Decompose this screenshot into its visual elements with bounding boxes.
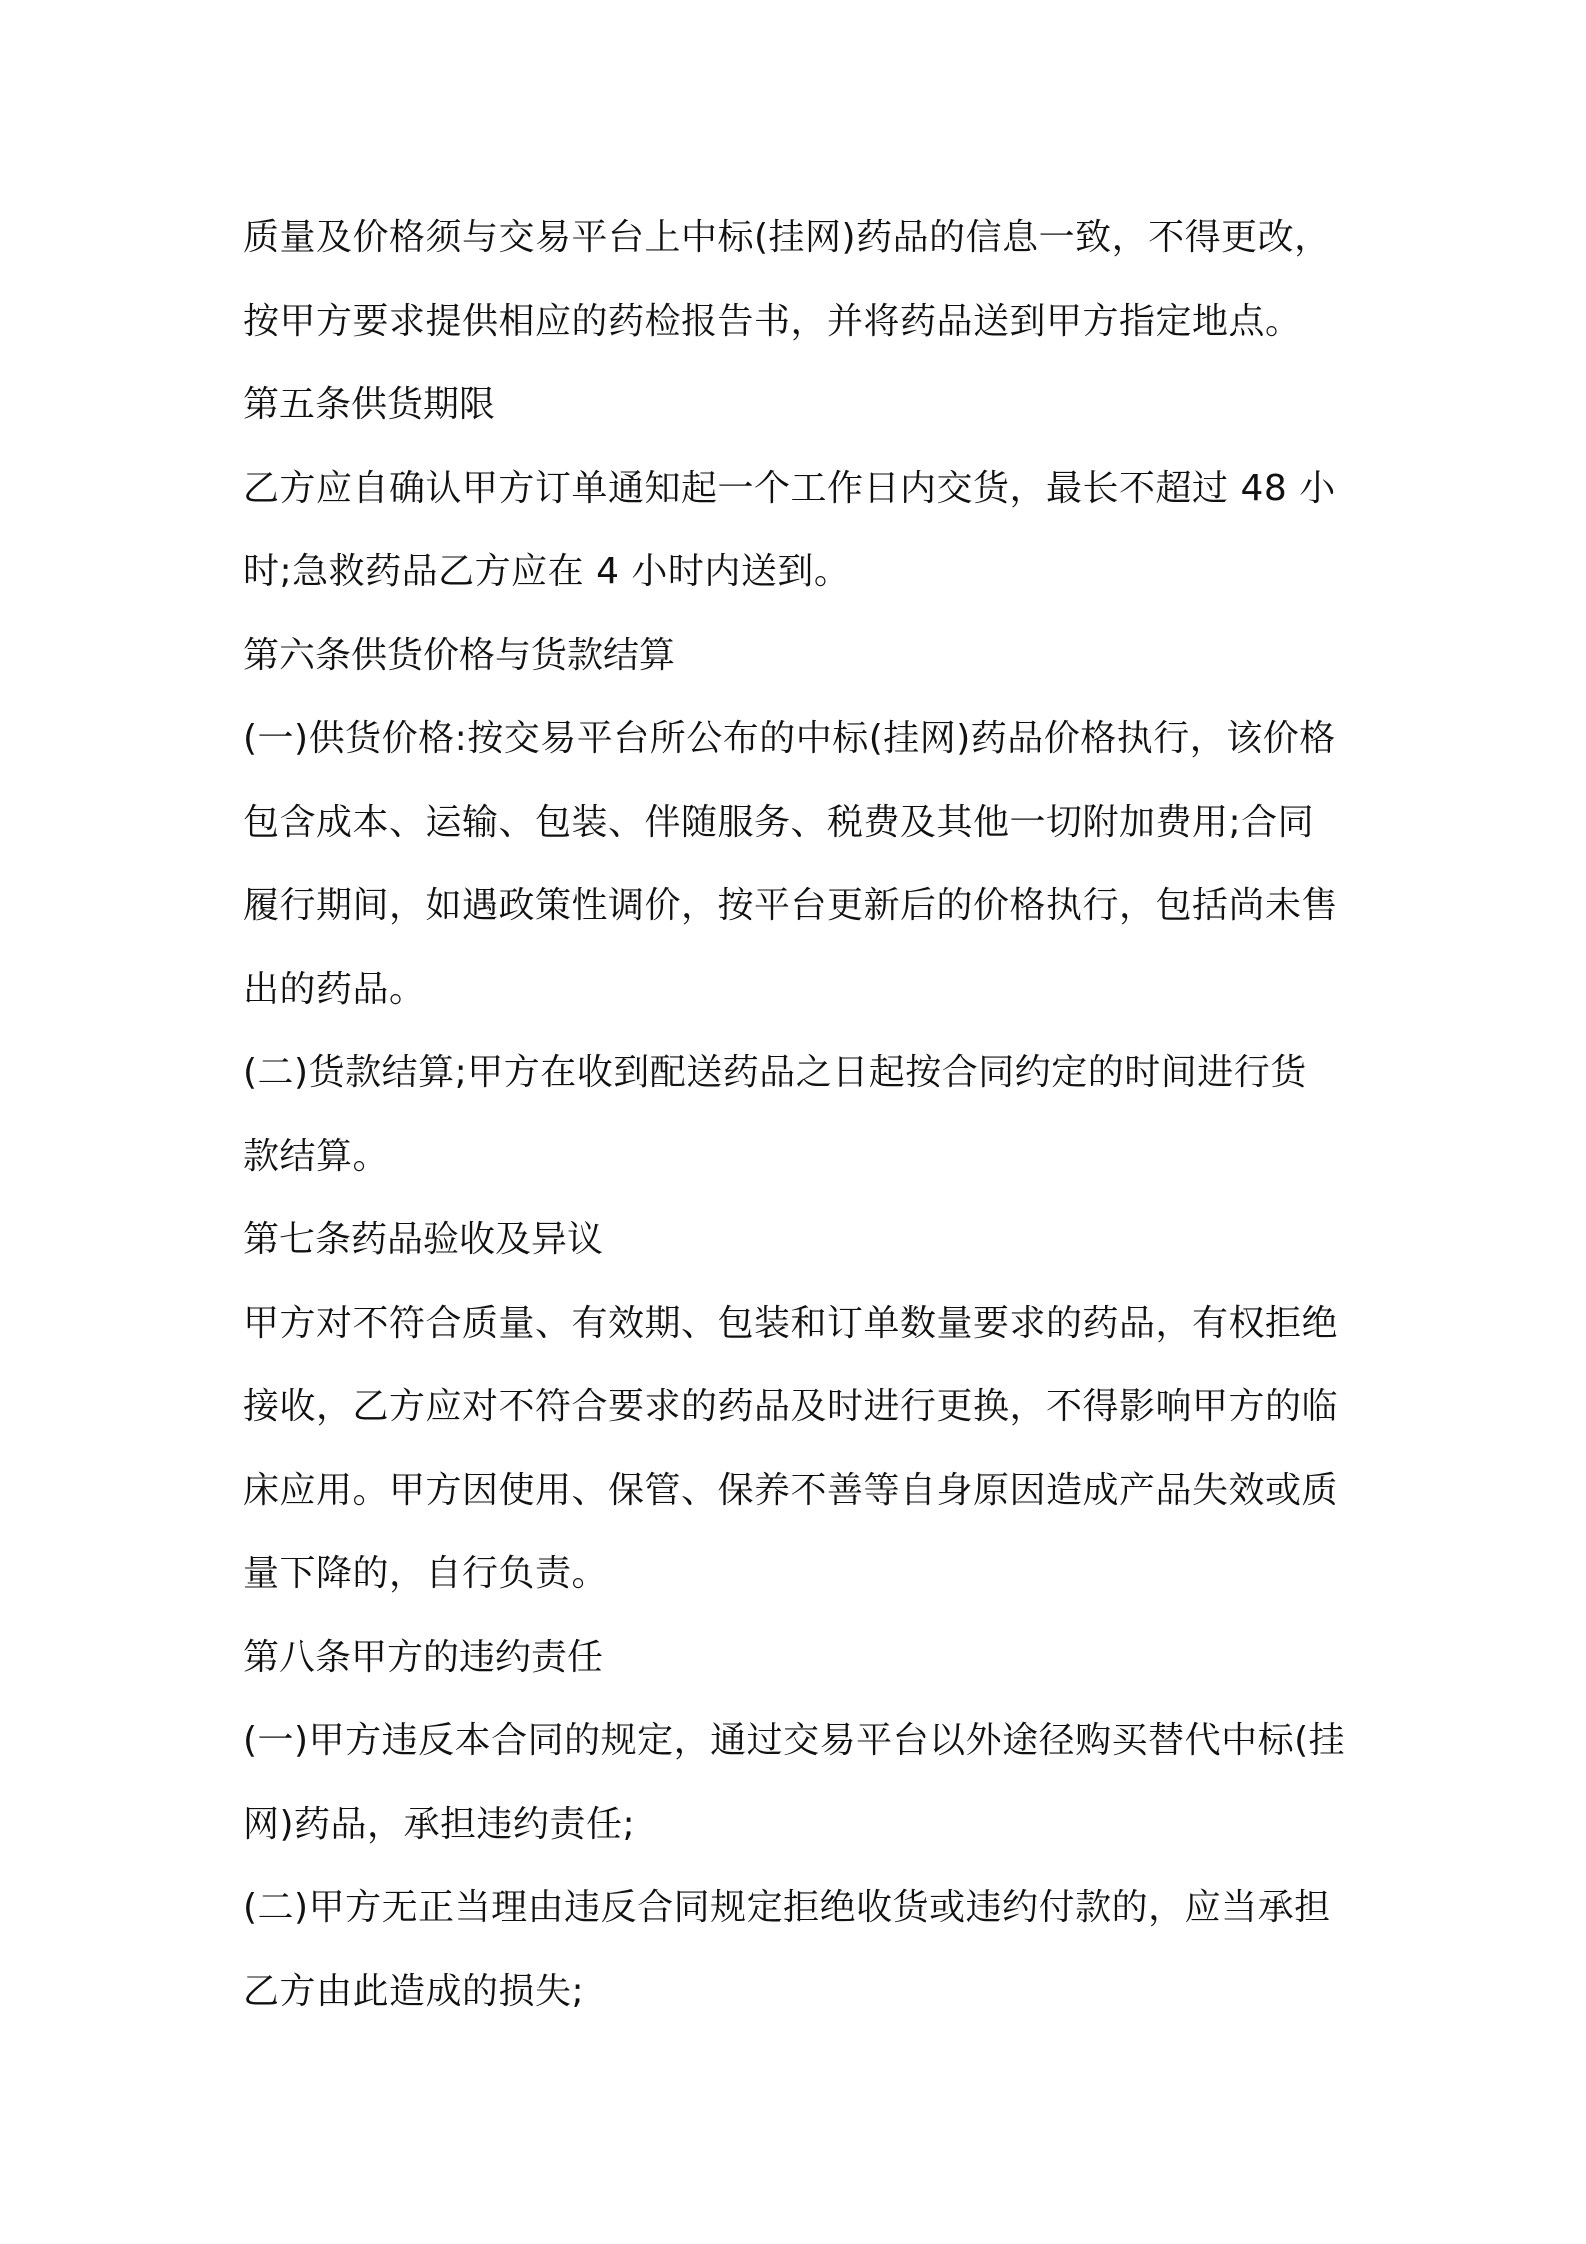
section-heading: 第五条供货期限: [243, 384, 496, 425]
text-line: 按甲方要求提供相应的药检报告书，并将药品送到甲方指定地点。: [243, 300, 1302, 342]
text-line: (二)甲方无正当理由违反合同规定拒绝收货或违约付款的，应当承担: [243, 1887, 1331, 1928]
text-line: 款结算。: [243, 1135, 390, 1177]
text-line: 出的药品。: [243, 968, 426, 1010]
text-line: 时;急救药品乙方应在 4 小时内送到。: [243, 551, 851, 592]
text-line: 甲方对不符合质量、有效期、包装和订单数量要求的药品，有权拒绝: [243, 1302, 1339, 1344]
text-line: 乙方应自确认甲方订单通知起一个工作日内交货，最长不超过 48 小: [243, 467, 1336, 509]
section-heading: 第七条药品验收及异议: [243, 1219, 604, 1260]
text-line: 乙方由此造成的损失;: [243, 1970, 585, 2012]
text-line: 接收，乙方应对不符合要求的药品及时进行更换，不得影响甲方的临: [243, 1386, 1339, 1427]
text-line: (一)甲方违反本合同的规定，通过交易平台以外途径购买替代中标(挂: [243, 1720, 1346, 1761]
text-line: 质量及价格须与交易平台上中标(挂网)药品的信息一致，不得更改，: [243, 217, 1331, 258]
text-line: (一)供货价格:按交易平台所公布的中标(挂网)药品价格执行，该价格: [243, 718, 1336, 759]
text-line: 包含成本、运输、包装、伴随服务、税费及其他一切附加费用;合同: [243, 801, 1315, 843]
document-page: [243, 196, 1358, 2033]
section-heading: 第八条甲方的违约责任: [243, 1636, 604, 1678]
text-line: 网)药品，承担违约责任;: [243, 1803, 636, 1845]
text-line: 量下降的，自行负责。: [243, 1553, 609, 1594]
text-line: 床应用。甲方因使用、保管、保养不善等自身原因造成产品失效或质: [243, 1469, 1339, 1511]
section-heading: 第六条供货价格与货款结算: [243, 634, 676, 676]
text-line: 履行期间，如遇政策性调价，按平台更新后的价格执行，包括尚未售: [243, 885, 1339, 926]
text-line: (二)货款结算;甲方在收到配送药品之日起按合同约定的时间进行货: [243, 1052, 1307, 1093]
